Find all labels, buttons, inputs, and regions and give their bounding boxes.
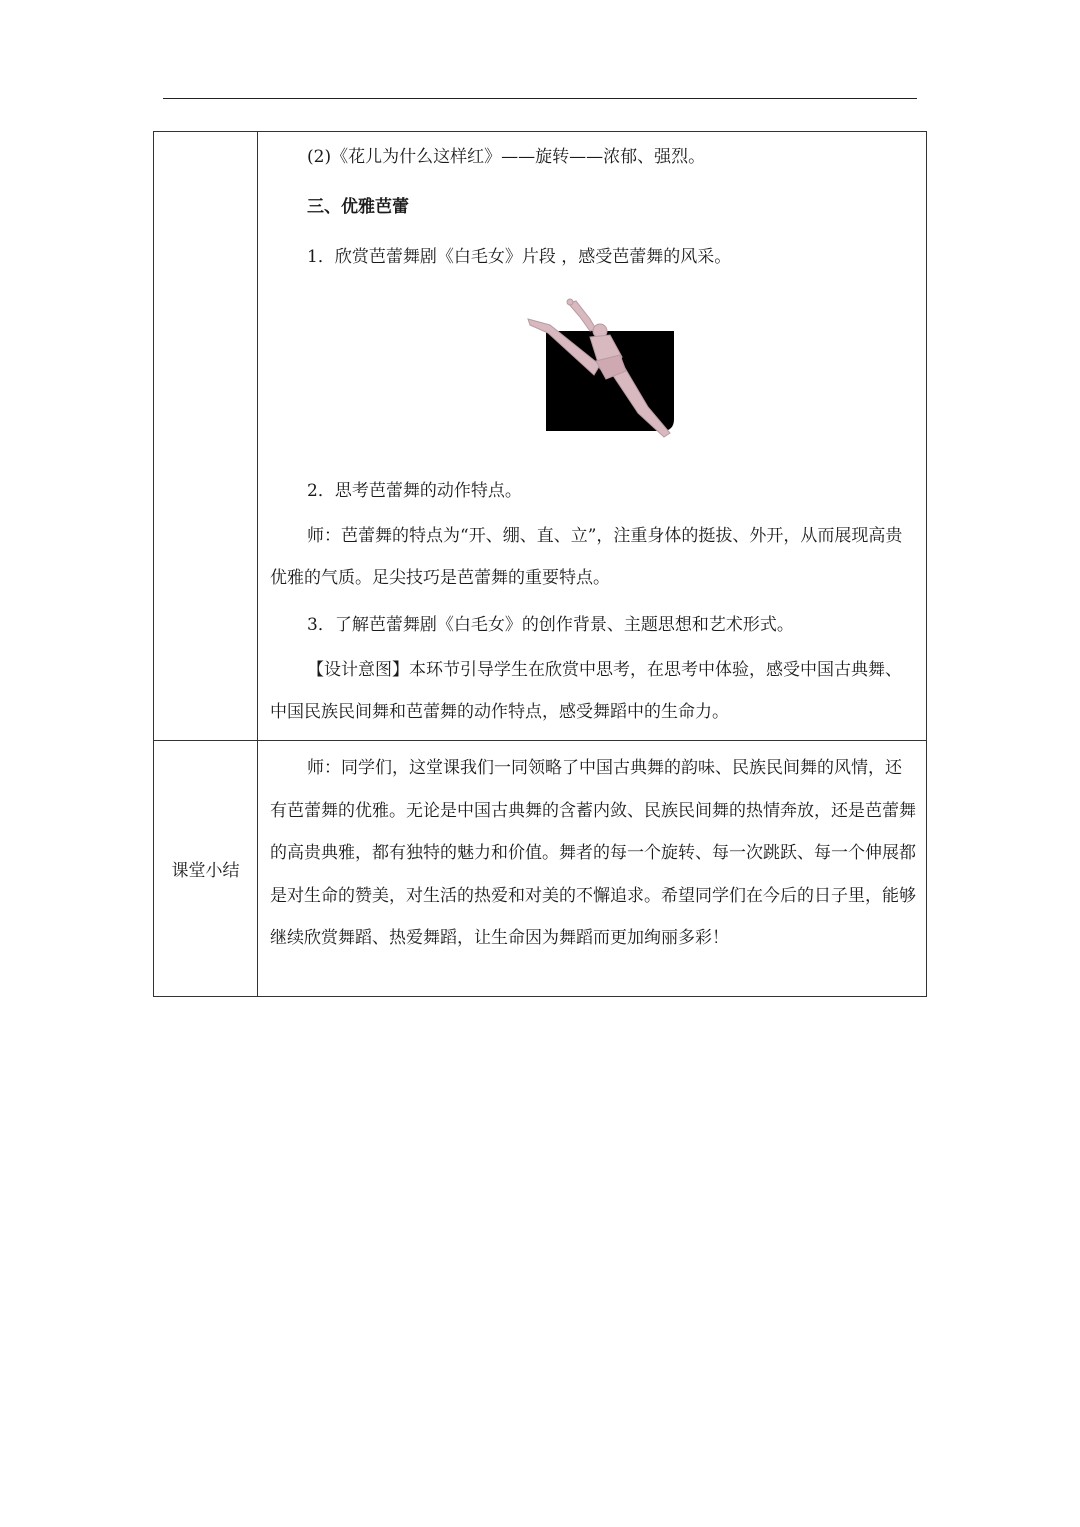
table-row (154, 741, 927, 997)
item-3: 3．了解芭蕾舞剧《白毛女》的创作背景、主题思想和艺术形式。 (307, 615, 794, 635)
content-cell-ballet (258, 132, 927, 741)
item-2: 2．思考芭蕾舞的动作特点。 (307, 481, 522, 501)
label-cell-empty (154, 132, 258, 741)
ballet-dancer-photo (510, 295, 680, 443)
header-rule (163, 98, 917, 99)
line-flower-red: (2)《花儿为什么这样红》——旋转——浓郁、强烈。 (307, 147, 706, 167)
section-heading-ballet: 三、优雅芭蕾 (307, 197, 409, 217)
lesson-plan-table (153, 131, 927, 997)
ballet-figure (270, 295, 916, 445)
summary-label: 课堂小结 (154, 741, 258, 997)
content-cell-summary (258, 741, 927, 997)
table-row (154, 132, 927, 741)
teacher-note: 师：芭蕾舞的特点为“开、绷、直、立”，注重身体的挺拔、外开，从而展现高贵优雅的气质。足尖技巧是芭蕾舞的重要特点。 (270, 526, 903, 588)
design-intent: 【设计意图】本环节引导学生在欣赏中思考，在思考中体验，感受中国古典舞、中国民族民间舞和芭蕾舞的动作特点，感受舞蹈中的生命力。 (270, 660, 902, 722)
item-1: 1．欣赏芭蕾舞剧《白毛女》片段 ，感受芭蕾舞的风采。 (307, 247, 732, 267)
summary-text: 师：同学们，这堂课我们一同领略了中国古典舞的韵味、民族民间舞的风情，还有芭蕾舞的优雅。无论是中国古典舞的含蓄内敛、民族民间舞的热情奔放，还是芭蕾舞的高贵典雅，都有独特的魅力和价值。舞者的每一个旋转、每一次跳跃、每一个伸展都是对生命的赞美，对生活的热爱和对美的不懈追求。希望同学们在今后的日子里，能够继续欣赏舞蹈、热爱舞蹈，让生命因为舞蹈而更加绚丽多彩！ (270, 758, 916, 948)
